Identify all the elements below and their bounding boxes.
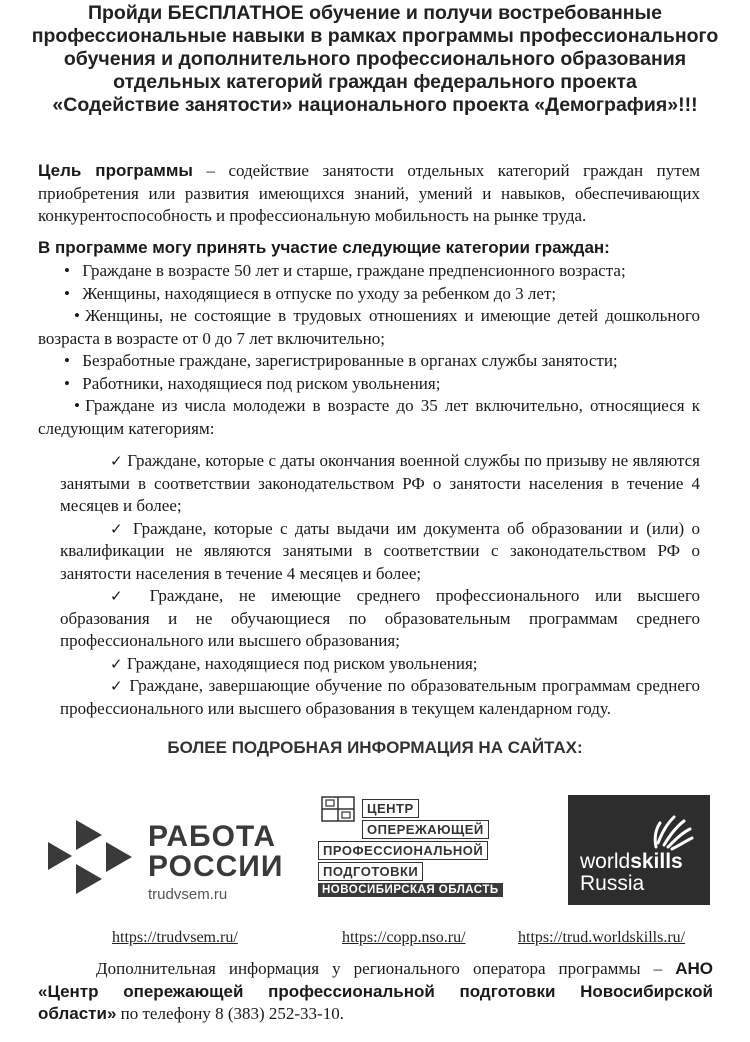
sublist-item-text: Граждане, завершающие обучение по образовательным программам среднего профессионального или высшего образования в текущем календарном году. xyxy=(60,676,700,718)
goal-label: Цель программы xyxy=(38,161,193,180)
worldskills-text xyxy=(580,851,683,895)
checkmark-icon: ✓ xyxy=(110,452,123,470)
copp-emblem-icon xyxy=(321,796,355,822)
title-line: профессиональные навыки в рамках программы профессионального xyxy=(31,25,719,47)
sublist-item-text: Граждане, не имеющие среднего профессионального или высшего образования и не обучающиеся по образовательным программам среднего профессионального или высшего образования; xyxy=(60,586,700,650)
worldskills-link[interactable]: https://trud.worldskills.ru/ xyxy=(518,929,686,946)
contact-org: АНО «Центр опережающей профессиональной подготовки Новосибирской области» xyxy=(38,959,713,1023)
contact-phone: по телефону 8 (383) 252-33-10. xyxy=(116,1004,344,1023)
checkmark-icon: ✓ xyxy=(110,519,126,538)
checkmark-icon: ✓ xyxy=(110,654,123,673)
sublist-item xyxy=(60,653,700,676)
categories-list xyxy=(38,260,700,440)
list-item-text: Женщины, находящиеся в отпуске по уходу за ребенком до 3 лет; xyxy=(82,283,557,303)
contact-pre: Дополнительная информация у регионального оператора программы – xyxy=(96,959,663,978)
title-line: Пройди БЕСПЛАТНОЕ обучение и получи востребованные xyxy=(87,2,663,24)
copp-row4: ПОДГОТОВКИ xyxy=(318,862,423,881)
more-info-heading: БОЛЕЕ ПОДРОБНАЯ ИНФОРМАЦИЯ НА САЙТАХ: xyxy=(167,738,583,757)
title-line: обучения и дополнительного профессионального образования xyxy=(63,48,687,70)
rabota-logo-text xyxy=(148,822,283,882)
bullet-icon: • xyxy=(74,396,80,415)
copp-region: НОВОСИБИРСКАЯ ОБЛАСТЬ xyxy=(318,883,503,897)
program-goal xyxy=(38,160,700,228)
ws-world: world xyxy=(580,850,631,873)
categories-heading: В программе могу принять участие следующие категории граждан: xyxy=(38,238,610,257)
list-item xyxy=(38,283,700,306)
list-item-text: Безработные граждане, зарегистрированные в органах службы занятости; xyxy=(82,351,618,370)
sublist-item xyxy=(60,675,700,720)
list-item xyxy=(38,305,700,350)
contact-info xyxy=(38,958,713,1026)
copp-row3: ПРОФЕССИОНАЛЬНОЙ xyxy=(318,841,488,860)
rabota-rossii-logo xyxy=(48,808,308,908)
list-item-text: Граждане в возрасте 50 лет и старше, граждане предпенсионного возраста; xyxy=(82,261,626,280)
goal-text: – содействие занятости отдельных категорий граждан путем приобретения или развития имеющихся знаний, умений и навыков, обеспечивающих конкурентоспособность и профессиональную мобильность на рынке труда. xyxy=(38,161,700,225)
bullet-icon: • xyxy=(64,351,70,370)
checkmark-icon: ✓ xyxy=(110,587,134,605)
ws-russia: Russia xyxy=(580,872,645,895)
bullet-icon: • xyxy=(74,306,80,325)
rabota-site-label: trudvsem.ru xyxy=(148,886,228,903)
bullet-icon: • xyxy=(64,373,70,393)
copp-link[interactable]: https://copp.nso.ru/ xyxy=(342,929,466,946)
sublist-item xyxy=(60,450,700,518)
trudvsem-link[interactable]: https://trudvsem.ru/ xyxy=(112,929,238,946)
sublist-item-text: Граждане, которые с даты окончания военной службы по призыву не являются занятыми в соответствии законодательством РФ о занятости населения в течение 4 месяцев и более; xyxy=(60,451,700,515)
sublist-item-text: Граждане, которые с даты выдачи им документа об образовании и (или) о квалификации не являются занятыми в соответствии с законодательством РФ о занятости населения в течение 4 месяцев и более; xyxy=(60,518,700,583)
ws-skills: skills xyxy=(630,850,683,873)
list-item xyxy=(38,373,700,396)
list-item xyxy=(38,395,700,440)
bullet-icon: • xyxy=(64,283,70,303)
title-line: отдельных категорий граждан федерального проекта xyxy=(113,71,637,93)
rabota-line1: РАБОТА xyxy=(148,820,277,853)
list-item-text: Женщины, не состоящие в трудовых отношениях и имеющие детей дошкольного возраста в возрасте от 0 до 7 лет включительно; xyxy=(38,306,700,348)
rabota-line2: РОССИИ xyxy=(148,850,284,883)
checkmark-icon: ✓ xyxy=(110,677,124,695)
list-item-text: Граждане из числа молодежи в возрасте до 35 лет включительно, относящиеся к следующим категориям: xyxy=(38,396,700,438)
bullet-icon: • xyxy=(64,261,70,280)
list-item-text: Работники, находящиеся под риском увольнения; xyxy=(82,373,441,393)
page-title xyxy=(30,2,720,117)
title-line: «Содействие занятости» национального проекта «Демография»!!! xyxy=(52,94,698,116)
sublist-item-text: Граждане, находящиеся под риском увольнения; xyxy=(126,653,478,673)
list-item xyxy=(38,260,700,283)
copp-logo xyxy=(318,793,518,903)
worldskills-logo xyxy=(568,795,710,905)
worldskills-hand-icon xyxy=(650,807,696,851)
copp-row2: ОПЕРЕЖАЮЩЕЙ xyxy=(362,820,489,839)
copp-row1: ЦЕНТР xyxy=(362,799,419,818)
sublist-item xyxy=(60,585,700,653)
list-item xyxy=(38,350,700,373)
arrows-icon xyxy=(48,808,143,908)
sublist-item xyxy=(60,518,700,586)
subcategories-list xyxy=(60,450,700,720)
